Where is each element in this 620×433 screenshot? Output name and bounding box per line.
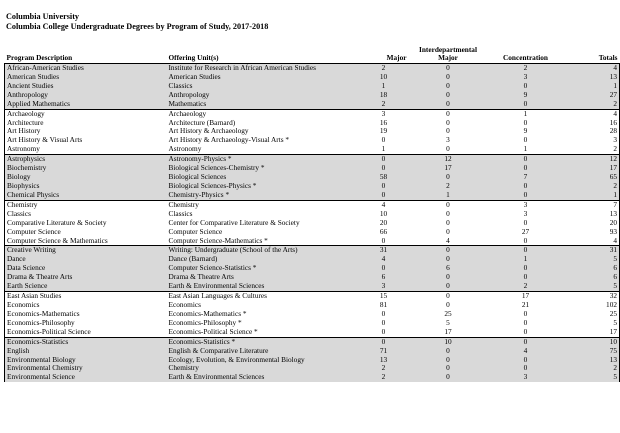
table-row <box>5 364 620 373</box>
program-cell: Applied Mathematics <box>5 100 167 109</box>
concentration-cell: 0 <box>488 364 564 373</box>
concentration-cell: 3 <box>488 373 564 382</box>
program-cell: Data Science <box>5 264 167 273</box>
interdepartmental-major-cell: 0 <box>446 217 450 227</box>
interdepartmental-major-cell: 0 <box>409 82 488 91</box>
offering-unit-cell: Anthropology <box>167 91 359 100</box>
offering-unit-cell: Astronomy-Physics * <box>167 155 359 164</box>
major-cell: 10 <box>379 208 388 218</box>
concentration-cell: 0 <box>488 100 564 109</box>
major-cell: 1 <box>359 82 409 91</box>
interdepartmental-major-cell: 0 <box>409 292 488 301</box>
concentration-cell: 0 <box>488 337 564 346</box>
major-cell: 0 <box>381 326 386 336</box>
col-header-program: Program Description <box>5 46 167 64</box>
concentration-cell: 3 <box>488 200 564 209</box>
totals-cell: 2 <box>564 182 620 191</box>
major-cell: 20 <box>379 217 388 227</box>
institution-name: Columbia University <box>6 12 80 21</box>
offering-unit-cell: Economics-Mathematics * <box>168 308 247 318</box>
offering-unit-cell: Economics-Statistics * <box>167 337 359 346</box>
concentration-cell: 0 <box>488 191 564 200</box>
totals-cell: 5 <box>564 255 620 264</box>
totals-cell: 93 <box>564 228 620 237</box>
offering-unit-cell: Architecture (Barnard) <box>168 117 236 127</box>
program-cell: Biochemistry <box>5 164 167 173</box>
interdepartmental-major-cell: 0 <box>409 373 488 382</box>
concentration-cell: 3 <box>488 73 564 82</box>
interdepartmental-major-cell: 5 <box>446 317 450 327</box>
table-row <box>5 310 620 319</box>
totals-cell: 3 <box>564 136 620 145</box>
program-cell: Classics <box>5 210 167 219</box>
interdepartmental-major-cell: 1 <box>409 191 488 200</box>
totals-cell: 13 <box>564 210 620 219</box>
major-cell: 19 <box>379 126 388 136</box>
interdepartmental-major-cell: 0 <box>446 144 450 154</box>
interdepartmental-major-cell: 0 <box>446 117 450 127</box>
concentration-cell: 0 <box>523 326 528 336</box>
program-cell: Environmental Science <box>5 373 167 382</box>
major-cell: 2 <box>359 373 409 382</box>
concentration-cell: 0 <box>488 82 564 91</box>
totals-cell: 7 <box>564 200 620 209</box>
table-header-row <box>5 46 620 64</box>
col-header-interdepartmental-major: Interdepartmental Major <box>409 46 488 64</box>
totals-cell: 25 <box>564 310 620 319</box>
major-cell: 1 <box>381 144 386 154</box>
concentration-cell: 4 <box>488 347 564 356</box>
degrees-table <box>4 46 620 382</box>
table-row <box>5 145 620 154</box>
interdepartmental-major-cell: 0 <box>409 109 488 118</box>
program-cell: Astronomy <box>5 145 167 154</box>
totals-cell: 31 <box>564 246 620 255</box>
major-cell: 81 <box>379 299 388 309</box>
program-cell: Art History & Visual Arts <box>5 136 167 145</box>
program-cell: Art History <box>5 127 167 136</box>
program-cell: English <box>5 347 167 356</box>
table-row <box>5 328 620 337</box>
concentration-cell: 0 <box>523 117 528 127</box>
totals-cell: 4 <box>564 237 620 246</box>
concentration-cell: 0 <box>488 273 564 282</box>
offering-unit-cell: Biological Sciences-Physics * <box>167 182 359 191</box>
totals-cell: 5 <box>564 373 620 382</box>
program-cell: Biology <box>5 173 167 182</box>
concentration-cell: 9 <box>523 126 528 136</box>
interdepartmental-major-cell: 0 <box>409 100 488 109</box>
interdepartmental-major-cell: 0 <box>409 200 488 209</box>
concentration-cell: 0 <box>488 164 564 173</box>
major-cell: 66 <box>379 226 388 236</box>
table-row <box>5 200 620 209</box>
totals-cell: 1 <box>564 191 620 200</box>
concentration-cell: 0 <box>488 155 564 164</box>
table-row <box>5 73 620 82</box>
major-cell: 0 <box>359 337 409 346</box>
offering-unit-cell: Art History & Archaeology <box>168 126 249 136</box>
offering-unit-cell: Chemistry <box>167 364 359 373</box>
program-cell: American Studies <box>5 73 167 82</box>
totals-cell: 5 <box>564 319 620 328</box>
concentration-cell: 0 <box>523 217 528 227</box>
offering-unit-cell: Writing: Undergraduate (School of the Arts) <box>167 246 359 255</box>
table-row <box>5 273 620 282</box>
concentration-cell: 0 <box>523 135 528 145</box>
table-row <box>5 264 620 273</box>
major-cell: 6 <box>359 273 409 282</box>
offering-unit-cell: East Asian Languages & Cultures <box>167 292 359 301</box>
interdepartmental-major-cell: 0 <box>446 299 450 309</box>
offering-unit-cell: Computer Science <box>168 226 223 236</box>
concentration-cell: 17 <box>488 292 564 301</box>
offering-unit-cell: Biological Sciences <box>167 173 359 182</box>
offering-unit-cell: Art History & Archaeology-Visual Arts * <box>168 135 290 145</box>
concentration-cell: 0 <box>488 182 564 191</box>
table-row <box>5 155 620 164</box>
program-cell: Environmental Chemistry <box>5 364 167 373</box>
col-header-offering-unit: Offering Unit(s) <box>167 46 359 64</box>
program-cell: Drama & Theatre Arts <box>5 273 167 282</box>
totals-cell: 10 <box>564 337 620 346</box>
totals-cell: 6 <box>564 273 620 282</box>
concentration-cell: 3 <box>523 208 528 218</box>
offering-unit-cell: Drama & Theatre Arts <box>167 273 359 282</box>
offering-unit-cell: Mathematics <box>167 100 359 109</box>
offering-unit-cell: Ecology, Evolution, & Environmental Biology <box>167 356 359 365</box>
major-cell: 0 <box>381 308 386 318</box>
program-cell: Economics-Mathematics <box>5 310 167 319</box>
concentration-cell: 1 <box>523 144 528 154</box>
interdepartmental-major-cell: 0 <box>409 246 488 255</box>
interdepartmental-major-cell: 2 <box>409 182 488 191</box>
table-row <box>5 109 620 118</box>
offering-unit-cell: Computer Science-Statistics * <box>167 264 359 273</box>
major-cell: 13 <box>359 356 409 365</box>
totals-cell: 17 <box>564 164 620 173</box>
major-cell: 18 <box>359 91 409 100</box>
interdepartmental-major-cell: 0 <box>409 364 488 373</box>
concentration-cell: 2 <box>488 282 564 291</box>
program-cell: Astrophysics <box>5 155 167 164</box>
program-cell: Anthropology <box>5 91 167 100</box>
concentration-cell: 1 <box>488 109 564 118</box>
totals-cell: 65 <box>564 173 620 182</box>
interdepartmental-major-cell: 0 <box>409 255 488 264</box>
interdepartmental-major-cell: 0 <box>409 73 488 82</box>
major-cell: 4 <box>359 255 409 264</box>
major-cell: 0 <box>381 135 386 145</box>
offering-unit-cell: Earth & Environmental Sciences <box>167 282 359 291</box>
major-cell: 10 <box>359 73 409 82</box>
totals-cell: 27 <box>564 91 620 100</box>
totals-cell: 75 <box>564 347 620 356</box>
totals-cell: 13 <box>564 356 620 365</box>
major-cell: 16 <box>379 117 388 127</box>
program-cell: Computer Science & Mathematics <box>5 237 167 246</box>
offering-unit-cell: Economics <box>168 299 201 309</box>
concentration-cell: 21 <box>521 299 530 309</box>
concentration-cell: 0 <box>523 235 528 245</box>
interdepartmental-major-cell: 0 <box>409 91 488 100</box>
major-cell: 3 <box>359 282 409 291</box>
concentration-cell: 0 <box>488 246 564 255</box>
totals-cell: 32 <box>564 292 620 301</box>
concentration-cell: 1 <box>488 255 564 264</box>
offering-unit-cell: Astronomy <box>168 144 202 154</box>
table-row <box>5 301 620 310</box>
program-cell: Comparative Literature & Society <box>5 219 167 228</box>
program-cell: East Asian Studies <box>5 292 167 301</box>
interdepartmental-major-cell: 3 <box>446 135 450 145</box>
offering-unit-cell: Chemistry-Physics * <box>167 191 359 200</box>
offering-unit-cell: Chemistry <box>167 200 359 209</box>
totals-cell: 28 <box>564 127 620 136</box>
major-cell: 0 <box>381 235 386 245</box>
interdepartmental-major-cell: 0 <box>409 356 488 365</box>
offering-unit-cell: Institute for Research in African American Studies <box>167 64 359 73</box>
totals-cell: 4 <box>564 109 620 118</box>
major-cell: 3 <box>359 109 409 118</box>
offering-unit-cell: Computer Science-Mathematics * <box>168 235 268 245</box>
interdepartmental-major-cell: 0 <box>446 226 450 236</box>
program-cell: Computer Science <box>5 228 167 237</box>
interdepartmental-major-cell: 0 <box>409 173 488 182</box>
col-header-totals: Totals <box>564 46 620 64</box>
totals-cell: 17 <box>564 328 620 337</box>
offering-unit-cell: Dance (Barnard) <box>167 255 359 264</box>
table-row <box>5 182 620 191</box>
concentration-cell: 0 <box>523 317 528 327</box>
totals-cell: 20 <box>564 219 620 228</box>
table-row <box>5 173 620 182</box>
table-row <box>5 164 620 173</box>
table-row <box>5 347 620 356</box>
table-row <box>5 91 620 100</box>
major-cell: 0 <box>359 155 409 164</box>
totals-cell: 102 <box>564 301 620 310</box>
interdepartmental-major-cell: 17 <box>409 164 488 173</box>
interdepartmental-major-cell: 4 <box>446 235 450 245</box>
col-header-major: Major <box>359 46 409 64</box>
offering-unit-cell: Economics-Philosophy * <box>168 317 242 327</box>
totals-cell: 16 <box>564 119 620 128</box>
table-row <box>5 356 620 365</box>
totals-cell: 6 <box>564 264 620 273</box>
major-cell: 4 <box>359 200 409 209</box>
program-cell: Creative Writing <box>5 246 167 255</box>
program-cell: Environmental Biology <box>5 356 167 365</box>
interdepartmental-major-cell: 0 <box>409 64 488 73</box>
program-cell: Earth Science <box>5 282 167 291</box>
totals-cell: 1 <box>564 82 620 91</box>
offering-unit-cell: Economics-Political Science * <box>168 326 258 336</box>
major-cell: 0 <box>381 317 386 327</box>
table-row <box>5 237 620 246</box>
program-cell: Architecture <box>5 119 167 128</box>
interdepartmental-major-cell: 0 <box>409 273 488 282</box>
program-cell: Ancient Studies <box>5 82 167 91</box>
totals-cell: 2 <box>564 364 620 373</box>
concentration-cell: 7 <box>488 173 564 182</box>
interdepartmental-major-cell: 0 <box>446 208 450 218</box>
table-row <box>5 64 620 73</box>
program-cell: African-American Studies <box>5 64 167 73</box>
report-title: Columbia College Undergraduate Degrees by Program of Study, 2017-2018 <box>6 22 269 31</box>
major-cell: 15 <box>359 292 409 301</box>
concentration-cell: 0 <box>523 308 528 318</box>
totals-cell: 2 <box>564 100 620 109</box>
program-cell: Economics <box>5 301 167 310</box>
offering-unit-cell: Biological Sciences-Chemistry * <box>167 164 359 173</box>
concentration-cell: 0 <box>488 264 564 273</box>
interdepartmental-major-cell: 0 <box>409 282 488 291</box>
offering-unit-cell: Earth & Environmental Sciences <box>167 373 359 382</box>
table-row <box>5 319 620 328</box>
major-cell: 0 <box>359 264 409 273</box>
program-cell: Economics-Political Science <box>5 328 167 337</box>
totals-cell: 12 <box>564 155 620 164</box>
program-cell: Economics-Statistics <box>5 337 167 346</box>
interdepartmental-major-cell: 10 <box>409 337 488 346</box>
program-cell: Economics-Philosophy <box>5 319 167 328</box>
table-row <box>5 119 620 128</box>
table-row <box>5 373 620 382</box>
totals-cell: 13 <box>564 73 620 82</box>
table-row <box>5 191 620 200</box>
program-cell: Chemical Physics <box>5 191 167 200</box>
program-cell: Biophysics <box>5 182 167 191</box>
col-header-concentration: Concentration <box>488 46 564 64</box>
concentration-cell: 2 <box>488 64 564 73</box>
major-cell: 2 <box>359 100 409 109</box>
offering-unit-cell: Classics <box>167 82 359 91</box>
offering-unit-cell: Classics <box>168 208 193 218</box>
major-cell: 0 <box>359 182 409 191</box>
concentration-cell: 27 <box>521 226 530 236</box>
table-row <box>5 82 620 91</box>
major-cell: 58 <box>359 173 409 182</box>
interdepartmental-major-cell: 0 <box>446 126 450 136</box>
major-cell: 0 <box>359 191 409 200</box>
interdepartmental-major-cell: 17 <box>444 326 452 336</box>
totals-cell: 5 <box>564 282 620 291</box>
table-row <box>5 100 620 109</box>
totals-cell: 2 <box>564 145 620 154</box>
interdepartmental-major-cell: 25 <box>444 308 452 318</box>
major-cell: 0 <box>359 164 409 173</box>
offering-unit-cell: Archaeology <box>167 109 359 118</box>
major-cell: 2 <box>359 64 409 73</box>
major-cell: 31 <box>359 246 409 255</box>
interdepartmental-major-cell: 6 <box>409 264 488 273</box>
program-cell: Archaeology <box>5 109 167 118</box>
major-cell: 2 <box>359 364 409 373</box>
interdepartmental-major-cell: 0 <box>409 347 488 356</box>
table-row <box>5 127 620 136</box>
offering-unit-cell: American Studies <box>167 73 359 82</box>
program-cell: Dance <box>5 255 167 264</box>
table-row <box>5 136 620 145</box>
table-body <box>5 64 620 383</box>
table-row <box>5 255 620 264</box>
concentration-cell: 9 <box>488 91 564 100</box>
concentration-cell: 0 <box>488 356 564 365</box>
interdepartmental-major-cell: 12 <box>409 155 488 164</box>
offering-unit-cell: English & Comparative Literature <box>167 347 359 356</box>
totals-cell: 4 <box>564 64 620 73</box>
table-row <box>5 337 620 346</box>
offering-unit-cell: Center for Comparative Literature & Society <box>168 217 300 227</box>
major-cell: 71 <box>359 347 409 356</box>
program-cell: Chemistry <box>5 200 167 209</box>
table-row <box>5 246 620 255</box>
